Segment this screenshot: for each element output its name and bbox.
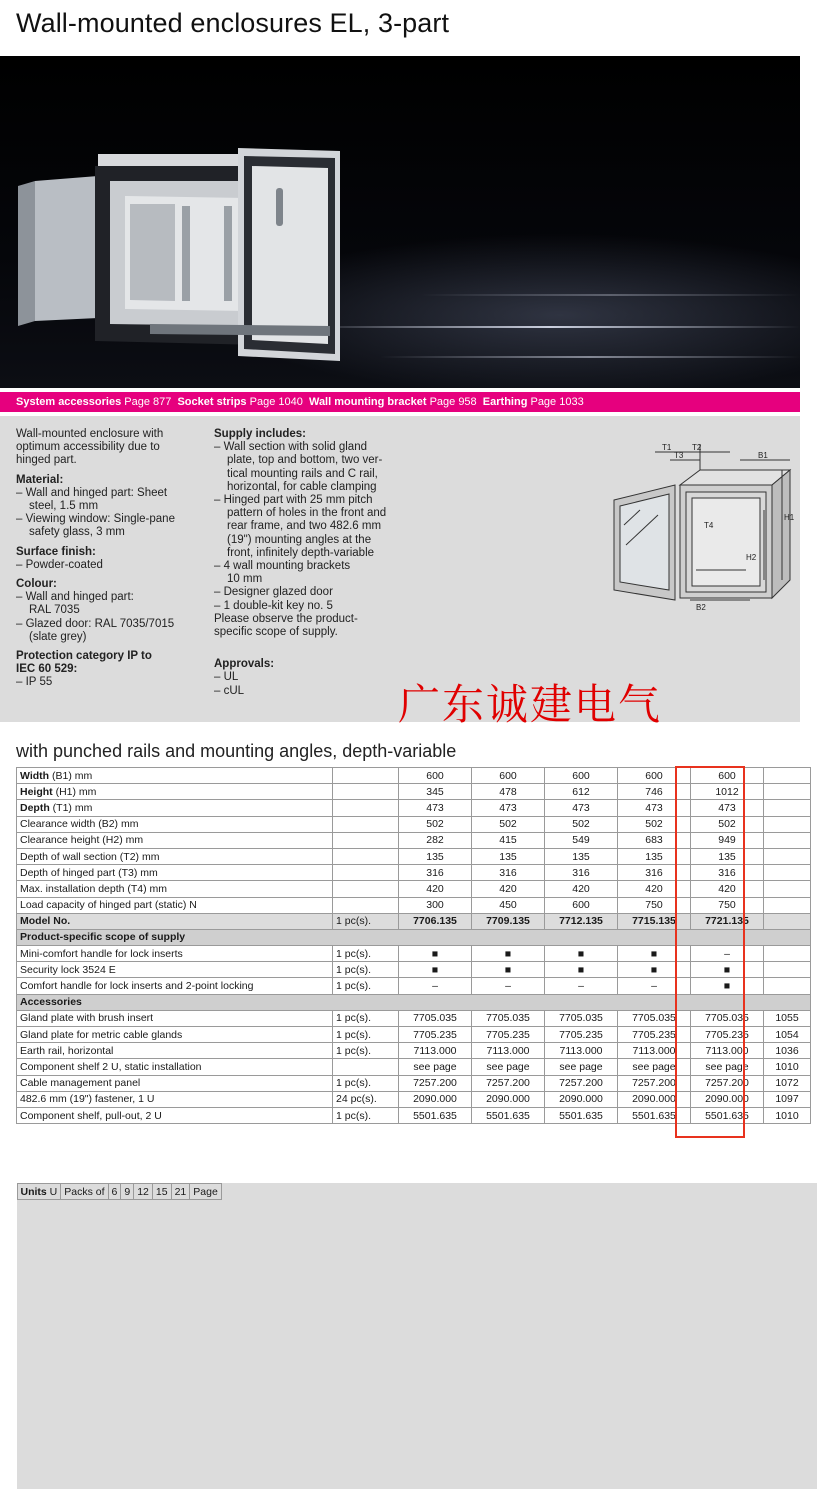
table-row: Gland plate with brush insert 1 pc(s). 7705.035 7705.035 7705.035 7705.035 7705.035 1055 [17, 1010, 811, 1026]
material-heading: Material: [16, 473, 64, 486]
link-socket-strips[interactable]: Socket strips Page 1040 [177, 396, 303, 408]
header-col: 9 [121, 1184, 134, 1200]
header-units: Units U [17, 1184, 61, 1200]
spec-table [16, 767, 811, 1198]
colour-heading: Colour: [16, 578, 57, 591]
scope-heading-row: Product-specific scope of supply [17, 929, 811, 945]
intro-text: Wall-mounted enclosure with optimum accessibility due to hinged part. [16, 428, 164, 467]
surface-item: – Powder-coated [16, 558, 103, 571]
table-header-row [17, 1183, 817, 1489]
link-system-accessories[interactable]: System accessories Page 877 [16, 396, 172, 408]
approval-cul: – cUL [214, 684, 245, 697]
supply-description [214, 428, 414, 698]
table-row: Earth rail, horizontal 1 pc(s). 7113.000 7113.000 7113.000 7113.000 7113.000 1036 [17, 1043, 811, 1059]
header-col: 21 [171, 1184, 190, 1200]
table-row: Depth of wall section (T2) mm 135 135 135 135 135 [17, 848, 811, 864]
label-t3: T3 [674, 451, 684, 460]
dimension-diagram [600, 430, 795, 612]
table-row: Gland plate for metric cable glands 1 pc(s). 7705.235 7705.235 7705.235 7705.235 7705.235 1054 [17, 1027, 811, 1043]
label-t2: T2 [692, 443, 702, 452]
accessories-heading-row: Accessories [17, 994, 811, 1010]
table-row: Load capacity of hinged part (static) N 300 450 600 750 750 [17, 897, 811, 913]
header-page: Page [190, 1184, 222, 1200]
supply-list: – Wall section with solid gland plate, top and bottom, two ver- tical mounting rails and C rail, horizontal, for cable clamping – Hinged part with 25 mm pitch pattern of holes in the front and rear frame, and two 482.6 mm (19") mounting angles at the front, infinitely depth-variable – 4 wall mounting brackets 10 mm – Designer glazed door – 1 double-kit key no. 5 Please observe the product- specific scope of supply. [214, 441, 387, 639]
protection-heading: Protection category IP to IEC 60 529: [16, 650, 152, 676]
section-subtitle: with punched rails and mounting angles, depth-variable [16, 741, 457, 761]
table-row: Component shelf, pull-out, 2 U 1 pc(s). 5501.635 5501.635 5501.635 5501.635 5501.635 1010 [17, 1107, 811, 1123]
page-title: Wall-mounted enclosures EL, 3-part [16, 8, 450, 38]
accessories-bar [0, 392, 800, 412]
label-b1: B1 [758, 451, 768, 460]
table-row: Component shelf 2 U, static installation see page see page see page see page see page 1010 [17, 1059, 811, 1075]
link-wall-mounting-bracket[interactable]: Wall mounting bracket Page 958 [308, 396, 477, 408]
header-col: 12 [134, 1184, 153, 1200]
table-row: Security lock 3524 E 1 pc(s). ■ ■ ■ ■ ■ [17, 962, 811, 978]
table-row: Comfort handle for lock inserts and 2-point locking 1 pc(s). – – – – ■ [17, 978, 811, 994]
header-col: 15 [152, 1184, 171, 1200]
table-row: Height (H1) mm 345 478 612 746 1012 [17, 784, 811, 800]
product-photo [0, 56, 800, 388]
protection-item: – IP 55 [16, 676, 53, 689]
link-earthing[interactable]: Earthing Page 1033 [482, 396, 584, 408]
label-b2: B2 [696, 603, 706, 612]
table-row: Clearance height (H2) mm 282 415 549 683 949 [17, 832, 811, 848]
table-row: Width (B1) mm 600 600 600 600 600 [17, 768, 811, 784]
table-row: Depth (T1) mm 473 473 473 473 473 [17, 800, 811, 816]
approval-ul: – UL [214, 671, 239, 684]
colour-list: – Wall and hinged part: RAL 7035 – Glazed door: RAL 7035/7015 (slate grey) [16, 591, 175, 643]
table-row: Cable management panel 1 pc(s). 7257.200 7257.200 7257.200 7257.200 7257.200 1072 [17, 1075, 811, 1091]
label-h2: H2 [746, 553, 757, 562]
label-h1: H1 [784, 513, 795, 522]
table-row: 482.6 mm (19") fastener, 1 U 24 pc(s). 2090.000 2090.000 2090.000 2090.000 2090.000 1097 [17, 1091, 811, 1107]
material-list: – Wall and hinged part: Sheet steel, 1.5 mm – Viewing window: Single-pane safety glass, 3 mm [16, 486, 175, 539]
approvals-heading: Approvals: [214, 658, 275, 671]
label-t1: T1 [662, 443, 672, 452]
supply-heading: Supply includes: [214, 428, 307, 440]
model-row: Model No. 1 pc(s). 7706.135 7709.135 7712.135 7715.135 7721.135 [17, 913, 811, 929]
header-packs: Packs of [61, 1184, 108, 1200]
surface-heading: Surface finish: [16, 545, 96, 558]
left-description [16, 428, 206, 690]
table-row: Clearance width (B2) mm 502 502 502 502 502 [17, 816, 811, 832]
table-row: Depth of hinged part (T3) mm 316 316 316 316 316 [17, 865, 811, 881]
table-row: Mini-comfort handle for lock inserts 1 pc(s). ■ ■ ■ ■ – [17, 946, 811, 962]
table-row: Max. installation depth (T4) mm 420 420 420 420 420 [17, 881, 811, 897]
label-t4: T4 [704, 521, 714, 530]
watermark-text: 广东诚建电气 [398, 680, 663, 729]
header-col: 6 [108, 1184, 121, 1200]
